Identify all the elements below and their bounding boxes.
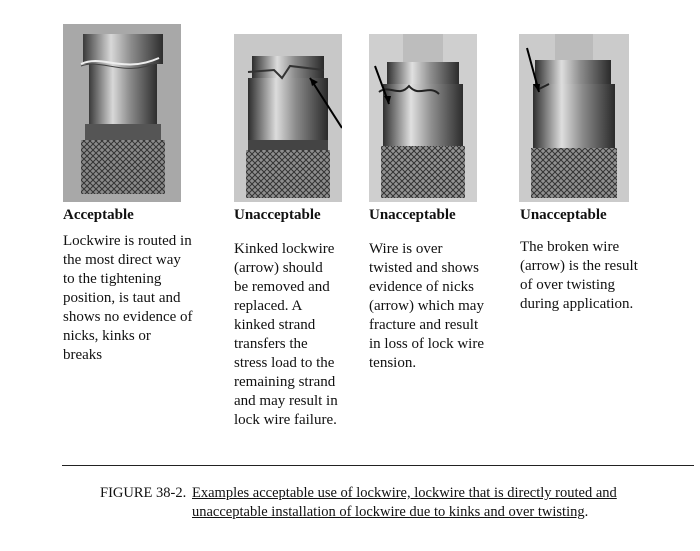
panel-4-description: The broken wire (arrow) is the result of over twisting during application. [520,239,638,312]
panel-1-description: Lockwire is routed in the most direct way to the tightening position, is taut and shows no evidence of nicks, kinks or breaks [63,233,193,363]
caption-line-1: Examples acceptable use of lockwire, lockwire that is directly routed and [192,485,617,501]
photo-acceptable-lockwire [63,24,181,202]
caption-line-2: unacceptable installation of lockwire due to kinks and over twisting [192,504,585,520]
figure-caption: FIGURE 38-2. Examples acceptable use of lockwire, lockwire that is directly routed and unacceptable installation of lockwire due to kinks and over twisting. [100,485,617,520]
photo-over-twisted-lockwire [369,34,477,202]
photo-kinked-lockwire [234,34,342,202]
panel-3-description: Wire is over twisted and shows evidence of nicks (arrow) which may fracture and result in loss of lock wire tension. [369,241,484,371]
panel-3-label: Unacceptable [369,207,456,223]
panel-2-description: Kinked lockwire (arrow) should be removed and replaced. A kinked strand transfers the stress load to the remaining strand and may result in lock wire failure. [234,241,338,428]
panel-4-label: Unacceptable [520,207,607,223]
panel-2-label: Unacceptable [234,207,321,223]
photo-broken-lockwire [519,34,629,202]
panel-1-label: Acceptable [63,207,134,223]
divider-rule [62,465,694,466]
figure-number: FIGURE 38-2. [100,485,187,501]
